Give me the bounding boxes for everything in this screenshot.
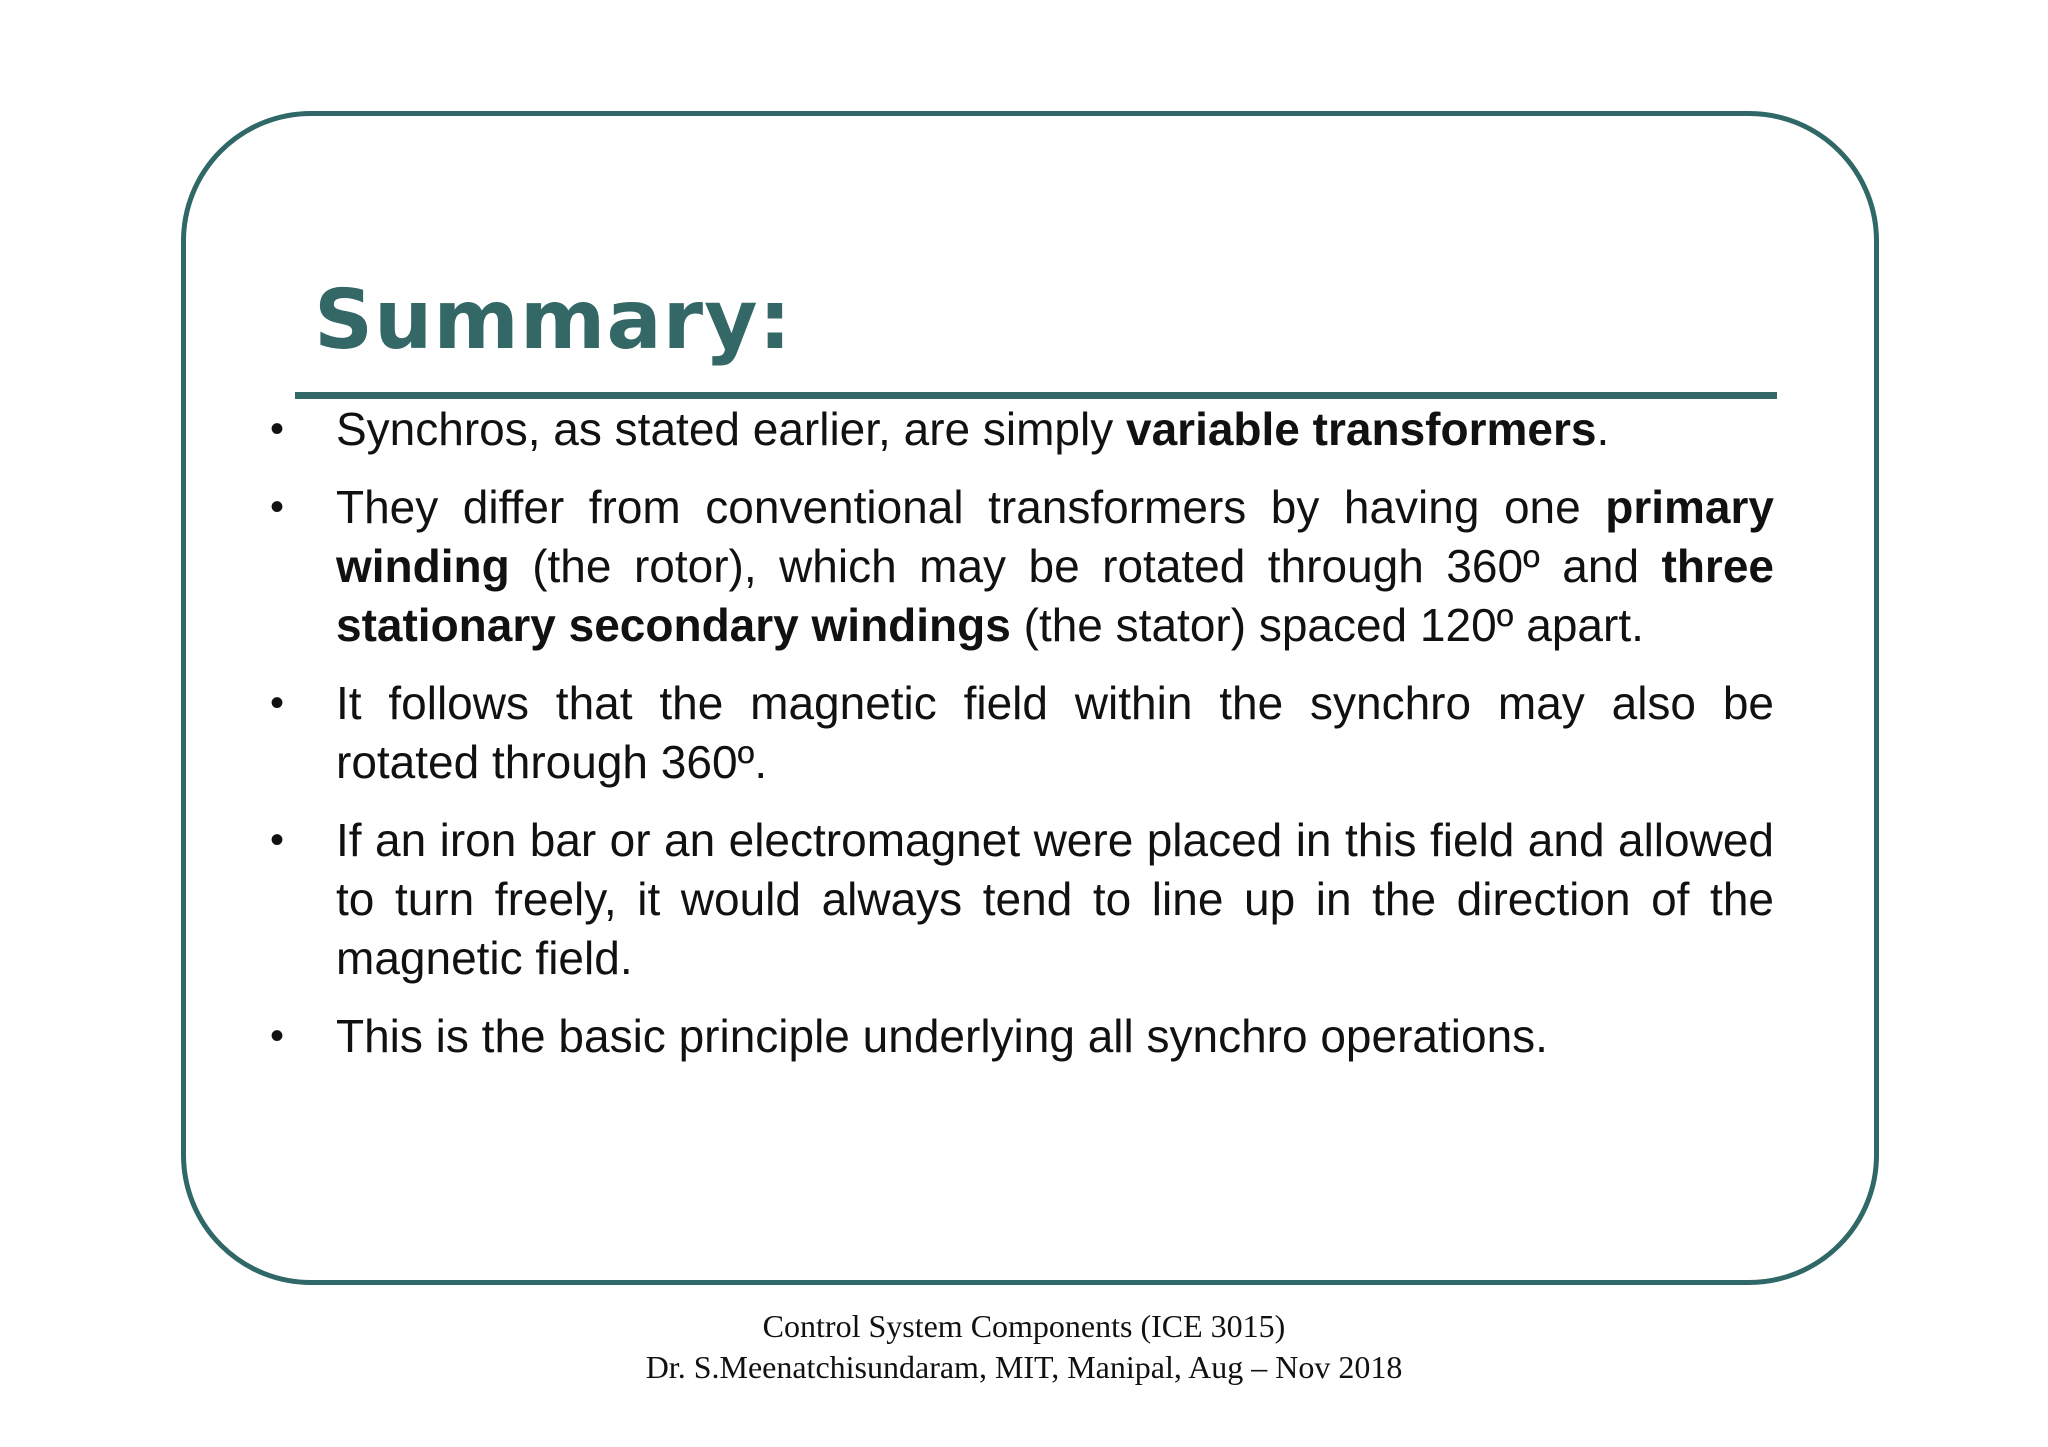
bullet-item	[262, 1007, 1774, 1066]
bullet-item	[262, 811, 1774, 988]
bullet-text	[336, 814, 1774, 984]
bullet-segment: It follows that the magnetic field within the synchro may also be rotated through 360º.	[336, 677, 1774, 788]
bullet-dot-icon: •	[269, 681, 284, 725]
bullet-dot-icon: •	[269, 407, 284, 451]
bullet-dot-icon: •	[269, 818, 284, 862]
bullet-dot-icon: •	[269, 1014, 284, 1058]
bullet-dot-icon: •	[269, 485, 284, 529]
bullet-segment: If an iron bar or an electromagnet were placed in this field and allowed to turn freely, it would always tend to line up in the direction of the magnetic field.	[336, 814, 1774, 984]
title-underline	[295, 392, 1777, 399]
bullet-segment: (the rotor), which may be rotated through 360º and	[509, 540, 1662, 592]
bullet-text	[336, 403, 1609, 455]
bullet-list	[262, 400, 1774, 1085]
bullet-text	[336, 1010, 1548, 1062]
footer-course: Control System Components (ICE 3015)	[762, 1308, 1286, 1344]
bullet-segment: They differ from conventional transformers by having one	[336, 481, 1606, 533]
bullet-segment: This is the basic principle underlying all synchro operations.	[336, 1010, 1548, 1062]
bullet-item	[262, 478, 1774, 655]
bullet-segment-bold: variable transformers	[1126, 403, 1597, 455]
bullet-segment-bold: primary winding	[336, 481, 1774, 592]
bullet-segment: (the stator) spaced 120º apart.	[1010, 599, 1644, 651]
bullet-text	[336, 677, 1774, 788]
footer-author: Dr. S.Meenatchisundaram, MIT, Manipal, Aug – Nov 2018	[645, 1349, 1403, 1385]
bullet-segment: Synchros, as stated earlier, are simply	[336, 403, 1126, 455]
bullet-segment: .	[1596, 403, 1610, 455]
slide-title: Summary:	[314, 273, 793, 368]
bullet-item	[262, 674, 1774, 792]
bullet-text	[336, 481, 1774, 651]
bullet-item	[262, 400, 1774, 459]
bullet-segment-bold: three stationary secondary windings	[336, 540, 1774, 651]
